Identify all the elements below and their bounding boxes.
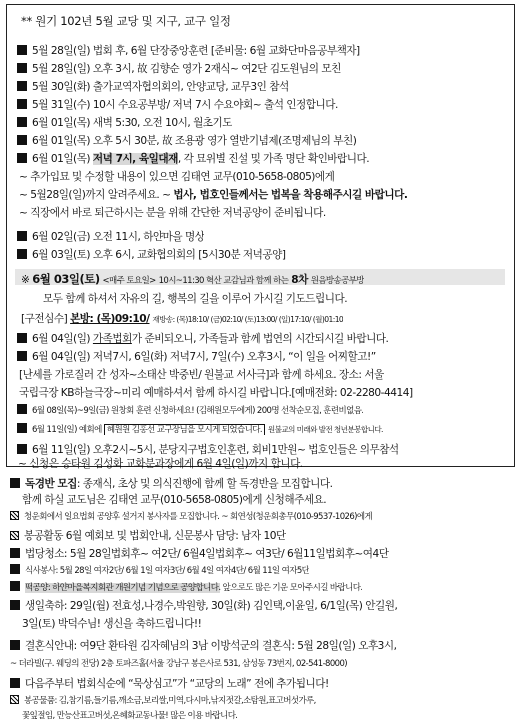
bullet-icon — [17, 423, 27, 433]
bullet-icon — [10, 548, 20, 558]
bullet-icon — [10, 478, 20, 488]
notice-item: 법당청소: 5월 28일법회후~ 여2단/ 6월4일법회후~ 여3단/ 6월11일법회후~여4단 — [10, 546, 389, 561]
bullet-icon — [17, 333, 27, 343]
schedule-item: 6월 03일(토) 오후 6시, 교화협의회의 [5시30분 저녁공양] — [17, 247, 286, 262]
bullet-icon — [17, 117, 27, 127]
bullet-icon — [10, 564, 20, 574]
schedule-subline: ~ 직장에서 바로 퇴근하시는 분을 위해 간단한 저녁공양이 준비됩니다. — [19, 207, 326, 219]
schedule-subline: ~ 추가입묘 및 수정할 내용이 있으면 김태연 교무(010-5658-0805)에게 — [19, 171, 335, 183]
schedule-item: 6월 01일(목) 새벽 5:30, 오전 10시, 월초기도 — [17, 115, 232, 130]
schedule-item-yugil-daejae: 6월 01일(목) 저녁 7시, 육일대재, 각 묘위별 진설 및 가족 명단 확인바랍니다. — [17, 151, 369, 166]
bullet-icon — [10, 600, 20, 610]
schedule-box — [6, 4, 515, 467]
schedule-item-training: 6월 08일(목)~9일(금) 원창회 훈련 신청하세요! (김해원모두에게) 200명 선착순모집, 훈련비없음. — [17, 404, 363, 416]
schedule-item: 6월 01일(목) 오후 5시 30분, 故 조용광 영가 열반기념제(조명제님의 부친) — [17, 133, 356, 148]
schedule-title: ** 원기 102년 5월 교당 및 지구, 교구 일정 — [21, 14, 231, 28]
schedule-item: 5월 31일(수) 10시 수요공부방/ 저녁 7시 수요야회~ 출석 인정합니다. — [17, 97, 338, 112]
bullet-icon — [10, 581, 20, 591]
schedule-item: 6월 02일(금) 오전 11시, 하얀마을 명상 — [17, 229, 204, 244]
bullet-icon — [17, 99, 27, 109]
schedule-item: 5월 28일(일) 오후 3시, 故 김향순 영가 2재식~ 여2단 김도원님의 모친 — [17, 61, 341, 76]
bullet-icon — [17, 351, 27, 361]
bullet-icon — [17, 45, 27, 55]
bullet-icon — [17, 249, 27, 259]
checkbox-hatched-icon — [10, 695, 19, 704]
notice-item: 다음주부터 법회식순에 “묵상심고”가 “교당의 노래” 전에 추가됩니다! — [10, 676, 329, 691]
bullet-icon — [17, 81, 27, 91]
saturday-study-subline: 모두 함께 하셔서 자유의 길, 행복의 길을 이루어 가시길 기도드립니다. — [43, 293, 348, 305]
checkbox-hatched-icon — [10, 511, 19, 520]
notice-item: 식사봉사: 5월 28일 여자2단/ 6월 1일 여자3단/ 6월 4일 여자4단/ 6월 11일 여자5단 — [10, 564, 309, 576]
bullet-icon — [17, 63, 27, 73]
notice-item-wedding: 결혼식안내: 여9단 환타원 김자혜님의 3남 이방석군의 결혼식: 5월 28일(일) 오후3시, — [10, 638, 397, 653]
notice-item-supplies: 봉공물품: 김,참기름,들기름,깨소금,보리쌀,미역,다시마,낚지젓갈,소탐원,표고버섯가루, — [10, 694, 316, 706]
notice-subline: ~ 더라빌(구. 웨딩의 전당) 2층 토파즈홀(서울 강남구 봉은사로 531, 삼성동 73번지, 02-541-8000) — [10, 659, 347, 669]
bullet-icon — [10, 640, 20, 650]
schedule-item: 5월 28일(일) 법회 후, 6월 단장중앙훈련 [준비물: 6월 교화단마음공부책자] — [17, 43, 360, 58]
bullet-icon — [10, 678, 20, 688]
schedule-subline: ~ 5월28일(일)까지 알려주세요. ~ 법사, 법호인들께서는 법복을 착용해주시길 바랍니다. — [19, 189, 408, 201]
bullet-icon — [17, 135, 27, 145]
schedule-item-family-service: 6월 04일(일) 가족법회가 준비되오니, 가족들과 함께 법연의 시간되시길 바랍니다. — [17, 331, 388, 346]
schedule-item-play: 6월 04일(일) 저녁7시, 6일(화) 저녁7시, 7일(수) 오후3시, “이 일을 어찌할고!” — [17, 349, 376, 364]
notice-item: 청운회에서 일요법회 공양후 설거지 봉사자를 모집합니다. ~ 회연성(청운회총무(010-9537-1026)에게 — [10, 510, 372, 522]
checkbox-hatched-icon — [10, 531, 19, 540]
schedule-item: 5월 30일(화) 출가교역자협의회의, 안양교당, 교무3인 참석 — [17, 79, 289, 94]
schedule-subline: ~ 신청은 승타원 김성화 교화분과장에게 6월 4일(일)까지 합니다. — [18, 458, 303, 470]
schedule-subline: [난세를 가로질러 간 성자~소태산 박중빈/ 원불교 서사극]과 함께 하세요. 장소: 서울 — [19, 369, 384, 381]
broadcast-line: [구전심수] 본방: (목)09:10/ 재방송: (목)18:10/ (금)02:10/ (토)13:00/ (일)17:10/ (월)01:10 — [21, 313, 344, 325]
notice-subline: 함께 하실 교도님은 김태연 교무(010-5658-0805)에게 신청해주세요. — [22, 494, 327, 506]
schedule-item: 6월 11일(일) 오후2시~5시, 분당지구법호인훈련, 회비1만원~ 법호인들은 의무참석 — [17, 442, 399, 457]
bullet-icon — [17, 153, 27, 163]
notice-subline: 꽃잎절임, 만능산표고버섯,온혜화교동나물! 많은 이용 바랍니다. — [22, 711, 238, 721]
notice-item: 떡공양: 하얀마을복지회관 개원기념 기념으로 공양합니다. 앞으로도 많은 기운 모아주시길 바랍니다. — [10, 581, 362, 593]
bullet-icon — [17, 404, 27, 414]
notice-subline: 3일(토) 박덕수님! 생신을 축하드립니다!! — [22, 618, 202, 630]
saturday-study-line: ※ 6월 03일(토) <매주 토요일> 10시~11:30 혁산 교감님과 함께 하는 8차 원음방송공부방 — [21, 272, 364, 286]
schedule-item-visit: 6월 11일(일) 예회에 혜원원 김홍선 교구장님을 모시게 되었습니다. 원불교의 미래와 발전 청년분봉합니다. — [17, 423, 383, 435]
notice-item: 독경반 모집: 종재식, 초상 및 의식진행에 함께 할 독경반을 모집합니다. — [10, 476, 332, 491]
bullet-icon — [17, 444, 27, 454]
notice-item-birthday: 생일축하: 29일(월) 전효성,나경수,박원향, 30일(화) 김인택,이윤일, 6/1일(목) 안길원, — [10, 598, 397, 613]
notice-item: 봉공활동 6월 예회보 및 법회안내, 신문봉사 담당: 남자 10단 — [10, 528, 286, 543]
bullet-icon — [17, 231, 27, 241]
schedule-subline: 국립극장 KB하늘극장~미리 예매하셔서 함께 하시길 바랍니다.[예매전화: 02-2280-4414] — [19, 387, 413, 399]
